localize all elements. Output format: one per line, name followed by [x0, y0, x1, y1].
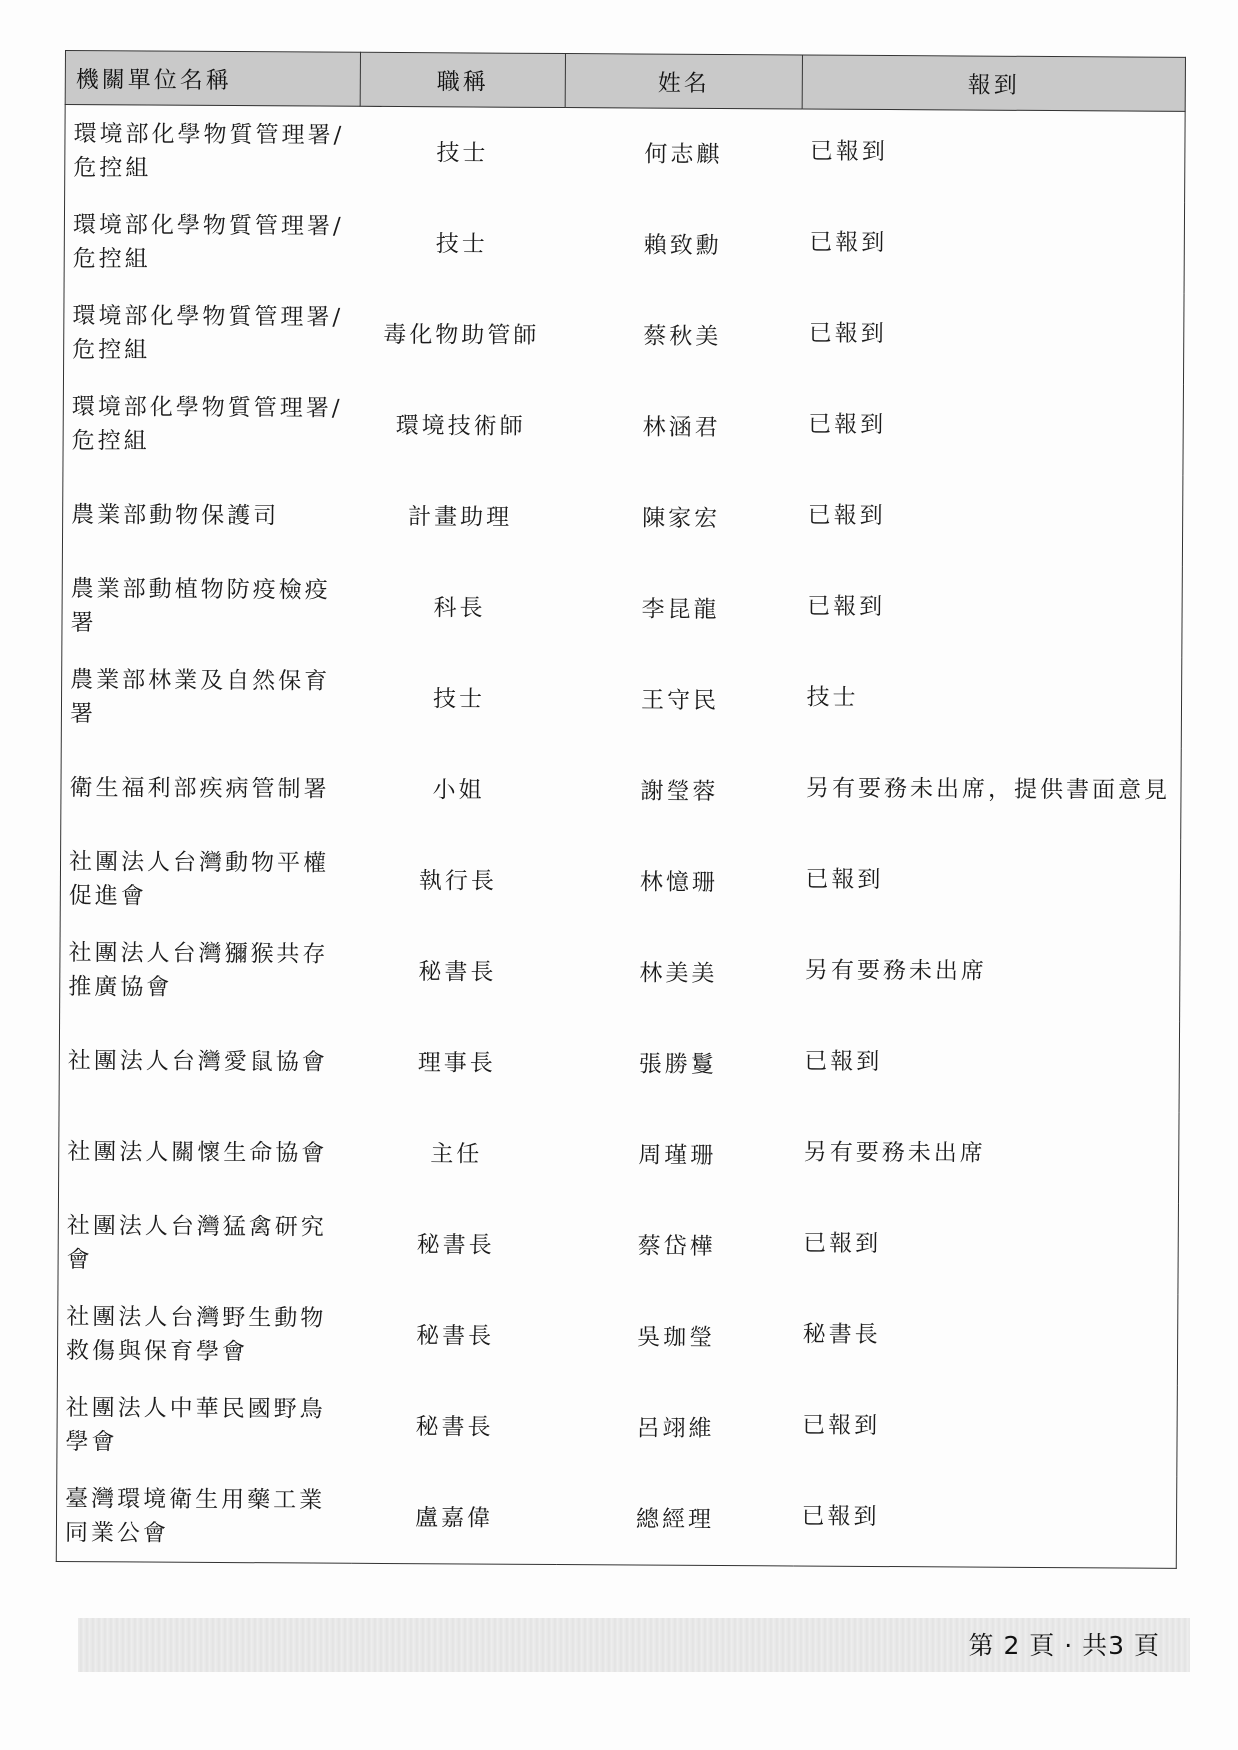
- cell-org: 社團法人台灣動物平權促進會: [60, 833, 356, 926]
- table-row: [65, 105, 1186, 203]
- cell-title: 技士: [436, 139, 489, 167]
- cell-org: 農業部動物保護司: [62, 469, 358, 562]
- cell-title: 技士: [432, 685, 486, 713]
- cell-name: 蔡秋美: [643, 323, 722, 350]
- header-org: 機關單位名稱: [65, 51, 360, 107]
- table-row: [58, 1106, 1179, 1204]
- header-status: 報到: [802, 55, 1185, 111]
- cell-title: 小姐: [432, 776, 485, 804]
- cell-title: 執行長: [418, 867, 498, 895]
- table-row: [58, 1197, 1179, 1295]
- cell-status: 已報到: [797, 837, 1181, 930]
- cell-name: 謝瑩蓉: [640, 778, 719, 805]
- cell-status: 已報到: [799, 473, 1183, 566]
- cell-title: 理事長: [417, 1049, 496, 1077]
- cell-org: 臺灣環境衛生用藥工業同業公會: [56, 1470, 352, 1563]
- cell-title: 秘書長: [415, 1413, 494, 1441]
- cell-status: 另有要務未出席，提供書面意見: [798, 746, 1182, 839]
- table-row: [61, 651, 1182, 749]
- table-row: [57, 1288, 1178, 1386]
- page-footer: [78, 1618, 1190, 1672]
- cell-name: 李昆龍: [641, 596, 720, 623]
- cell-title: 秘書長: [416, 1231, 495, 1259]
- cell-name: 呂翊維: [636, 1415, 715, 1442]
- cell-name: 賴致勳: [643, 232, 722, 259]
- cell-status: 已報到: [793, 1474, 1177, 1568]
- table-row: [62, 469, 1183, 567]
- cell-title: 計畫助理: [408, 503, 513, 531]
- table-row: [57, 1379, 1178, 1477]
- cell-title: 科長: [433, 594, 486, 622]
- cell-org: 農業部動植物防疫檢疫署: [62, 560, 358, 653]
- cell-title: 環境技術師: [395, 412, 526, 440]
- table-row: [56, 1470, 1177, 1568]
- table-row: [59, 1015, 1180, 1113]
- cell-status: 已報到: [800, 292, 1184, 385]
- cell-org: 社團法人台灣野生動物救傷與保育學會: [57, 1288, 353, 1381]
- cell-name: 張勝鬘: [638, 1051, 717, 1078]
- cell-name: 何志麒: [644, 141, 723, 168]
- table-row: [61, 742, 1182, 840]
- table-row: [60, 833, 1181, 931]
- cell-status: 另有要務未出席: [795, 1110, 1179, 1203]
- cell-title: 技士: [435, 230, 488, 258]
- cell-status: 已報到: [794, 1383, 1178, 1476]
- attendance-table: [56, 50, 1186, 1569]
- cell-org: 社團法人台灣愛鼠協會: [59, 1015, 355, 1108]
- table-row: [63, 287, 1184, 385]
- cell-org: 社團法人台灣獼猴共存推廣協會: [60, 924, 356, 1017]
- cell-name: 林憶珊: [639, 869, 719, 896]
- cell-status: 已報到: [795, 1201, 1179, 1294]
- page-number: 第 2 頁 · 共3 頁: [968, 1631, 1160, 1660]
- cell-org: 衛生福利部疾病管制署: [61, 742, 357, 835]
- cell-org: 環境部化學物質管理署/危控組: [63, 287, 359, 380]
- cell-org: 農業部林業及自然保育署: [61, 651, 357, 744]
- table-row: [63, 378, 1184, 476]
- cell-org: 社團法人台灣猛禽研究會: [58, 1197, 354, 1290]
- cell-name: 陳家宏: [642, 505, 721, 532]
- cell-org: 社團法人中華民國野鳥學會: [57, 1379, 353, 1472]
- cell-title: 主任: [430, 1140, 483, 1168]
- cell-name: 蔡岱樺: [637, 1233, 716, 1260]
- cell-name: 總經理: [556, 1473, 794, 1566]
- cell-org: 環境部化學物質管理署/危控組: [64, 196, 360, 289]
- cell-name: 吳珈瑩: [637, 1324, 716, 1351]
- cell-org: 環境部化學物質管理署/危控組: [65, 105, 361, 198]
- cell-title: 秘書長: [418, 958, 497, 986]
- table-header-row: [65, 51, 1185, 112]
- table-row: [62, 560, 1183, 658]
- header-title: 職稱: [360, 52, 565, 107]
- cell-name: 林美美: [639, 960, 718, 987]
- cell-name: 林涵君: [642, 414, 721, 441]
- cell-status: 已報到: [802, 109, 1186, 203]
- cell-org: 社團法人關懷生命協會: [58, 1106, 354, 1199]
- cell-title: 秘書長: [416, 1322, 495, 1350]
- cell-status: 技士: [798, 655, 1182, 748]
- cell-name: 周瑾珊: [638, 1142, 717, 1169]
- cell-org: 環境部化學物質管理署/危控組: [63, 378, 359, 471]
- cell-status: 另有要務未出席: [797, 928, 1181, 1021]
- cell-name: 王守民: [640, 687, 720, 714]
- table-row: [60, 924, 1181, 1022]
- table-row: [64, 196, 1185, 294]
- cell-status: 已報到: [801, 201, 1185, 294]
- cell-status: 已報到: [799, 564, 1183, 657]
- cell-status: 已報到: [800, 382, 1184, 475]
- cell-status: 已報到: [796, 1019, 1180, 1112]
- cell-status: 秘書長: [794, 1292, 1178, 1385]
- cell-title: 盧嘉偉: [351, 1472, 557, 1565]
- cell-title: 毒化物助管師: [383, 321, 540, 349]
- header-name: 姓名: [565, 54, 802, 109]
